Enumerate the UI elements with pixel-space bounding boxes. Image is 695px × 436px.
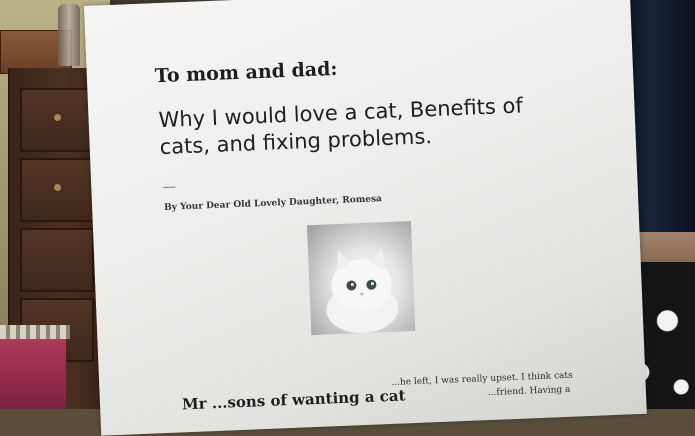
basket-rim <box>0 325 70 339</box>
body-text-line: ...he left, I was really upset. I think cats <box>391 370 573 388</box>
drawer-knob <box>54 184 61 191</box>
kitten-illustration <box>307 221 415 335</box>
title-divider <box>163 186 175 187</box>
pink-basket <box>0 330 66 409</box>
title-line-2: cats, and fixing problems. <box>159 124 433 160</box>
letter-content <box>84 0 647 436</box>
body-text-line: ...friend. Having a <box>487 384 571 399</box>
letter-greeting: To mom and dad: <box>154 57 338 88</box>
bottle <box>58 4 80 66</box>
letter-title <box>158 92 540 161</box>
drawer-knob <box>54 114 61 121</box>
letter-byline: By Your Dear Old Lovely Daughter, Romesa <box>163 194 383 213</box>
letter-paper <box>84 0 647 436</box>
dresser-drawer <box>20 228 94 292</box>
kitten-photo <box>307 221 415 335</box>
title-line-1: Why I would love a cat, Benefits of <box>158 93 524 133</box>
section-heading: Mr ...sons of wanting a cat <box>181 386 406 414</box>
